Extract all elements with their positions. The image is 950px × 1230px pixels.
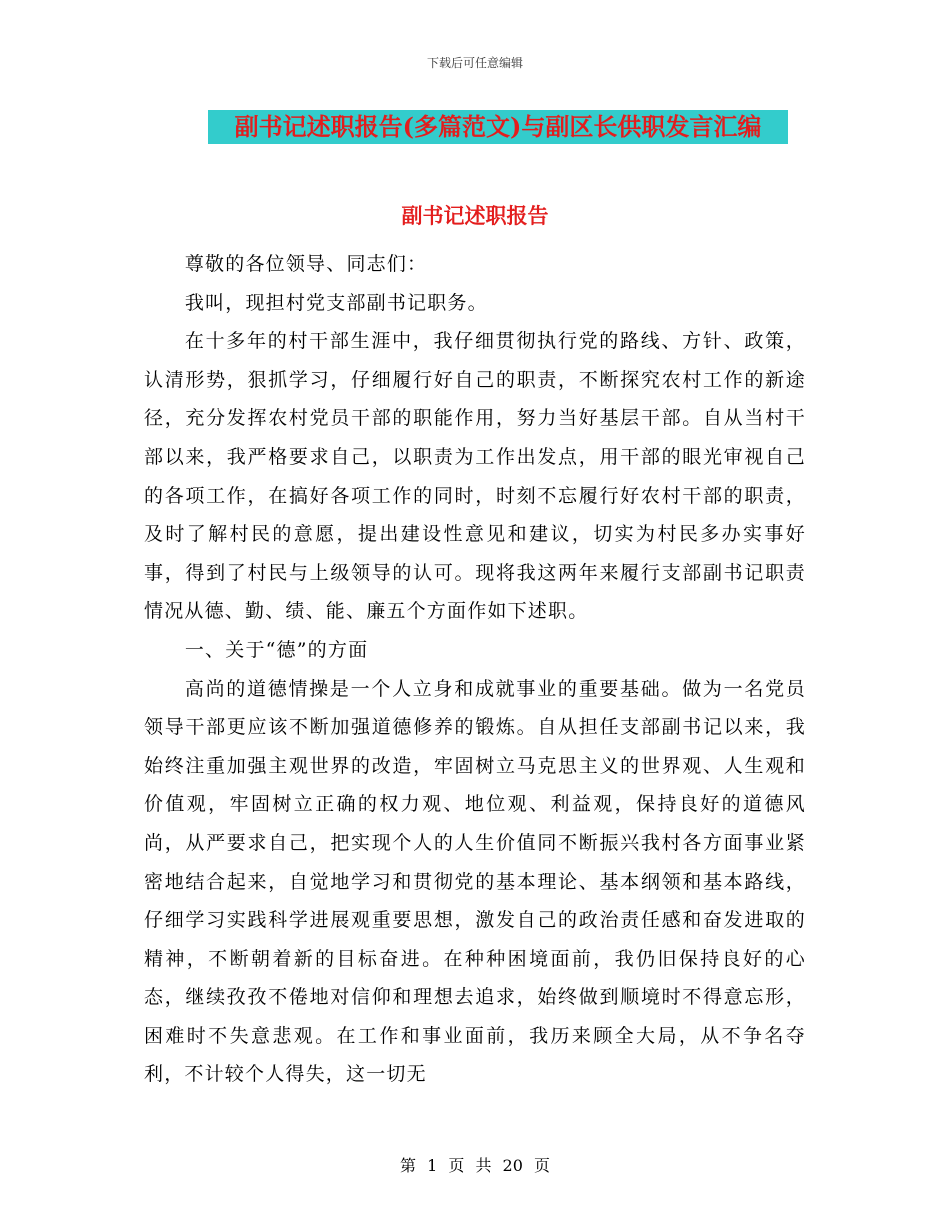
paragraph-intro: 我叫，现担村党支部副书记职务。 [184,291,488,314]
page-footer: 第 1 页 共 20 页 [400,1156,550,1175]
document-body [144,245,806,1094]
document-title: 副书记述职报告(多篇范文)与副区长供职发言汇编 [208,110,788,144]
paragraph-salutation: 尊敬的各位领导、同志们： [184,253,428,275]
section-title: 副书记述职报告 [401,203,549,228]
paragraph-overview: 在十多年的村干部生涯中，我仔细贯彻执行党的路线、方针、政策，认清形势，狠抓学习，仔细履行好自己的职责，不断探究农村工作的新途径，充分发挥农村党员干部的职能作用，努力当好基层干部。自从当村干部以来，我严格要求自己，以职责为工作出发点，用干部的眼光审视自己的各项工作，在搞好各项工作的同时，时刻不忘履行好农村干部的职责，及时了解村民的意愿，提出建设性意见和建议，切实为村民多办实事好事，得到了村民与上级领导的认可。现将我这两年来履行支部副书记职责情况从德、勤、绩、能、廉五个方面作如下述职。 [144,330,806,623]
paragraph-de: 高尚的道德情操是一个人立身和成就事业的重要基础。做为一名党员领导干部更应该不断加强道德修养的锻炼。自从担任支部副书记以来，我始终注重加强主观世界的改造，牢固树立马克思主义的世界观、人生观和价值观，牢固树立正确的权力观、地位观、利益观，保持良好的道德风尚，从严要求自己，把实现个人的人生价值同不断振兴我村各方面事业紧密地结合起来，自觉地学习和贯彻党的基本理论、基本纲领和基本路线，仔细学习实践科学进展观重要思想，激发自己的政治责任感和奋发进取的精神，不断朝着新的目标奋进。在种种困境面前，我仍旧保持良好的心态，继续孜孜不倦地对信仰和理想去追求，始终做到顺境时不得意忘形，困难时不失意悲观。在工作和事业面前，我历来顾全大局，从不争名夺利，不计较个人得失，这一切无 [144,677,806,1086]
header-note: 下载后可任意编辑 [426,56,523,70]
subheading-de: 一、关于“德”的方面 [184,638,369,661]
